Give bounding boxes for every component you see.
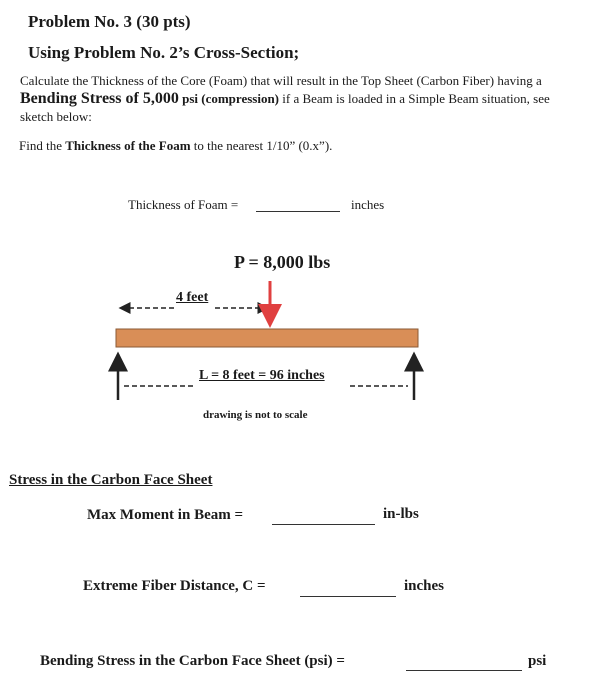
stress-section-heading: Stress in the Carbon Face Sheet (9, 472, 213, 488)
problem-title: Problem No. 3 (30 pts) (28, 12, 191, 31)
max-moment-answer-blank[interactable] (272, 524, 375, 525)
span-length-label: L = 8 feet = 96 inches (199, 368, 325, 383)
fiber-distance-unit: inches (404, 578, 445, 594)
foam-thickness-unit: inches (351, 197, 385, 212)
instructions-part2: if a Beam is loaded in a Simple Beam situation, see sketch below: (20, 91, 550, 124)
max-moment-unit: in-lbs (383, 506, 419, 522)
foam-thickness-label: Thickness of Foam = (128, 197, 239, 212)
load-distance-label: 4 feet (176, 290, 209, 305)
instructions-unit: psi (compression) (178, 91, 279, 106)
find-bold: Thickness of the Foam (65, 138, 191, 153)
bending-stress-label: Bending Stress in the Carbon Face Sheet (psi) = (40, 653, 345, 669)
instructions-part1: Calculate the Thickness of the Core (Foam) that will result in the Top Sheet (Carbon Fiber) having a (20, 73, 542, 88)
fiber-distance-label: Extreme Fiber Distance, C = (83, 578, 266, 594)
beam (116, 329, 418, 347)
problem-subtitle: Using Problem No. 2’s Cross-Section; (28, 43, 300, 62)
scale-note: drawing is not to scale (203, 409, 308, 421)
instructions-emphasis: Bending Stress of 5,000 (20, 90, 179, 107)
bending-stress-unit: psi (528, 653, 547, 669)
bending-stress-answer-blank[interactable] (406, 670, 522, 671)
load-label: P = 8,000 lbs (234, 252, 331, 272)
max-moment-label: Max Moment in Beam = (87, 507, 244, 523)
find-suffix: to the nearest 1/10” (0.x”). (190, 138, 333, 153)
fiber-distance-answer-blank[interactable] (300, 596, 396, 597)
find-prefix: Find the (19, 138, 66, 153)
